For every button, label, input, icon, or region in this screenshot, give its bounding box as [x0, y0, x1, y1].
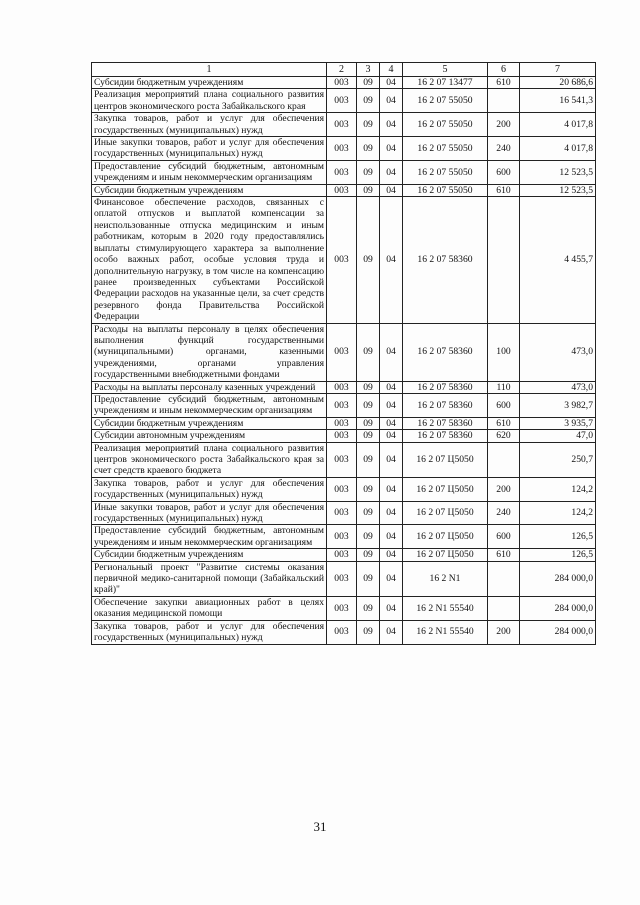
row-name-cell: Обеспечение закупки авиационных работ в целях оказания медицинской помощи: [92, 596, 327, 620]
table-row: [92, 549, 596, 561]
row-name-cell: Расходы на выплаты персоналу в целях обеспечения выполнения функций государственными (муниципальными) органами, казенными учреждениями, органами управления государственными внебюджетными фондами: [92, 323, 327, 381]
table-row: [92, 501, 596, 525]
row-value-cell: [488, 596, 520, 620]
row-value-cell: 3 935,7: [520, 417, 596, 429]
row-value-cell: 610: [488, 549, 520, 561]
row-value-cell: 284 000,0: [520, 561, 596, 596]
row-value-cell: 16 541,3: [520, 89, 596, 113]
row-value-cell: 09: [357, 501, 380, 525]
row-value-cell: 04: [380, 137, 403, 161]
row-name-cell: Закупка товаров, работ и услуг для обеспечения государственных (муниципальных) нужд: [92, 620, 327, 644]
row-value-cell: 16 2 N1: [403, 561, 488, 596]
table-row: [92, 393, 596, 417]
row-value-cell: 09: [357, 184, 380, 196]
row-value-cell: 4 017,8: [520, 137, 596, 161]
row-value-cell: 16 2 07 58360: [403, 197, 488, 323]
row-value-cell: 4 455,7: [520, 197, 596, 323]
row-value-cell: 620: [488, 430, 520, 442]
row-value-cell: 003: [327, 525, 357, 549]
row-value-cell: 09: [357, 77, 380, 89]
row-name-cell: Субсидии бюджетным учреждениям: [92, 417, 327, 429]
row-value-cell: 16 2 07 Ц5050: [403, 525, 488, 549]
row-value-cell: 16 2 07 58360: [403, 393, 488, 417]
row-value-cell: 04: [380, 381, 403, 393]
row-value-cell: 003: [327, 77, 357, 89]
table-row: [92, 113, 596, 137]
row-name-cell: Субсидии бюджетным учреждениям: [92, 549, 327, 561]
row-name-cell: Региональный проект "Развитие системы оказания первичной медико-санитарной помощи (Забайкальский край)": [92, 561, 327, 596]
row-value-cell: 610: [488, 417, 520, 429]
row-name-cell: Закупка товаров, работ и услуг для обеспечения государственных (муниципальных) нужд: [92, 113, 327, 137]
row-value-cell: 09: [357, 137, 380, 161]
row-value-cell: 04: [380, 549, 403, 561]
row-value-cell: 200: [488, 477, 520, 501]
row-value-cell: 003: [327, 160, 357, 184]
table-row: [92, 442, 596, 477]
table-row: [92, 184, 596, 196]
row-value-cell: 16 2 07 55050: [403, 160, 488, 184]
row-value-cell: 003: [327, 596, 357, 620]
row-value-cell: 003: [327, 477, 357, 501]
row-value-cell: 09: [357, 430, 380, 442]
row-value-cell: 09: [357, 323, 380, 381]
row-value-cell: 16 2 07 Ц5050: [403, 442, 488, 477]
row-value-cell: 126,5: [520, 525, 596, 549]
row-value-cell: 04: [380, 89, 403, 113]
table-row: [92, 77, 596, 89]
row-value-cell: 04: [380, 442, 403, 477]
table-row: [92, 477, 596, 501]
row-value-cell: 16 2 07 Ц5050: [403, 477, 488, 501]
table-row: [92, 620, 596, 644]
row-value-cell: 09: [357, 381, 380, 393]
row-value-cell: 240: [488, 137, 520, 161]
row-value-cell: 16 2 07 55050: [403, 184, 488, 196]
row-value-cell: 003: [327, 430, 357, 442]
table-row: [92, 137, 596, 161]
budget-table: [91, 62, 596, 645]
table-row: [92, 525, 596, 549]
row-value-cell: 09: [357, 549, 380, 561]
row-value-cell: 003: [327, 89, 357, 113]
row-value-cell: 250,7: [520, 442, 596, 477]
row-value-cell: 126,5: [520, 549, 596, 561]
row-value-cell: 04: [380, 525, 403, 549]
row-value-cell: 16 2 07 13477: [403, 77, 488, 89]
row-value-cell: 04: [380, 417, 403, 429]
row-value-cell: 100: [488, 323, 520, 381]
column-header: 5: [403, 63, 488, 77]
row-value-cell: 200: [488, 113, 520, 137]
table-row: [92, 197, 596, 323]
row-value-cell: 20 686,6: [520, 77, 596, 89]
column-header: 2: [327, 63, 357, 77]
table-body: [92, 77, 596, 645]
row-value-cell: 04: [380, 561, 403, 596]
row-name-cell: Субсидии бюджетным учреждениям: [92, 184, 327, 196]
row-value-cell: 04: [380, 184, 403, 196]
row-value-cell: 04: [380, 430, 403, 442]
row-value-cell: 3 982,7: [520, 393, 596, 417]
table-row: [92, 417, 596, 429]
row-value-cell: 09: [357, 620, 380, 644]
row-value-cell: 09: [357, 113, 380, 137]
row-name-cell: Иные закупки товаров, работ и услуг для обеспечения государственных (муниципальных) нужд: [92, 501, 327, 525]
row-value-cell: 09: [357, 596, 380, 620]
row-value-cell: 003: [327, 561, 357, 596]
row-value-cell: 09: [357, 561, 380, 596]
row-name-cell: Реализация мероприятий плана социального развития центров экономического роста Забайкальского края за счет средств краевого бюджета: [92, 442, 327, 477]
row-value-cell: 610: [488, 184, 520, 196]
row-name-cell: Реализация мероприятий плана социального развития центров экономического роста Забайкальского края: [92, 89, 327, 113]
row-value-cell: 124,2: [520, 477, 596, 501]
row-value-cell: 16 2 N1 55540: [403, 596, 488, 620]
row-value-cell: 003: [327, 620, 357, 644]
column-header: 7: [520, 63, 596, 77]
column-header: 6: [488, 63, 520, 77]
row-value-cell: 04: [380, 477, 403, 501]
row-value-cell: 47,0: [520, 430, 596, 442]
table-row: [92, 596, 596, 620]
row-value-cell: 09: [357, 393, 380, 417]
row-value-cell: 16 2 07 Ц5050: [403, 501, 488, 525]
table-row: [92, 89, 596, 113]
table-header-row: [92, 63, 596, 77]
row-value-cell: 04: [380, 197, 403, 323]
row-value-cell: 003: [327, 323, 357, 381]
row-value-cell: [488, 89, 520, 113]
row-name-cell: Финансовое обеспечение расходов, связанных с оплатой отпусков и выплатой компенсации за неиспользованные отпуска медицинским и иным работникам, которым в 2020 году предоставлялись выплаты стимулирующего характера за выполнение особо важных работ, особые условия труда и дополнительную нагрузку, в том числе на компенсацию ранее произведенных субъектами Российской Федерации расходов на указанные цели, за счет средств резервного фонда Правительства Российской Федерации: [92, 197, 327, 323]
row-value-cell: 003: [327, 137, 357, 161]
row-value-cell: 16 2 07 58360: [403, 381, 488, 393]
row-value-cell: 110: [488, 381, 520, 393]
row-value-cell: 16 2 N1 55540: [403, 620, 488, 644]
row-value-cell: [488, 197, 520, 323]
row-value-cell: 16 2 07 55050: [403, 89, 488, 113]
row-name-cell: Закупка товаров, работ и услуг для обеспечения государственных (муниципальных) нужд: [92, 477, 327, 501]
row-name-cell: Иные закупки товаров, работ и услуг для обеспечения государственных (муниципальных) нужд: [92, 137, 327, 161]
row-value-cell: [488, 442, 520, 477]
row-value-cell: 16 2 07 Ц5050: [403, 549, 488, 561]
row-value-cell: 09: [357, 525, 380, 549]
row-value-cell: 16 2 07 55050: [403, 137, 488, 161]
row-value-cell: 09: [357, 89, 380, 113]
row-value-cell: 200: [488, 620, 520, 644]
row-value-cell: 12 523,5: [520, 160, 596, 184]
row-value-cell: 600: [488, 393, 520, 417]
row-value-cell: 240: [488, 501, 520, 525]
row-value-cell: 284 000,0: [520, 596, 596, 620]
row-value-cell: 003: [327, 442, 357, 477]
row-value-cell: 003: [327, 381, 357, 393]
table-row: [92, 430, 596, 442]
row-value-cell: 003: [327, 393, 357, 417]
row-value-cell: [488, 561, 520, 596]
row-value-cell: 04: [380, 113, 403, 137]
row-value-cell: 4 017,8: [520, 113, 596, 137]
row-value-cell: 16 2 07 55050: [403, 113, 488, 137]
row-value-cell: 09: [357, 197, 380, 323]
row-value-cell: 16 2 07 58360: [403, 323, 488, 381]
row-value-cell: 003: [327, 501, 357, 525]
row-value-cell: 610: [488, 77, 520, 89]
row-value-cell: 04: [380, 501, 403, 525]
column-header: 4: [380, 63, 403, 77]
row-value-cell: 09: [357, 417, 380, 429]
row-value-cell: 04: [380, 393, 403, 417]
row-name-cell: Субсидии бюджетным учреждениям: [92, 77, 327, 89]
row-value-cell: 04: [380, 77, 403, 89]
row-value-cell: 003: [327, 417, 357, 429]
table-row: [92, 381, 596, 393]
row-value-cell: 600: [488, 160, 520, 184]
column-header: 1: [92, 63, 327, 77]
row-value-cell: 09: [357, 160, 380, 184]
row-value-cell: 04: [380, 596, 403, 620]
row-value-cell: 003: [327, 549, 357, 561]
row-value-cell: 600: [488, 525, 520, 549]
row-value-cell: 04: [380, 323, 403, 381]
row-name-cell: Расходы на выплаты персоналу казенных учреждений: [92, 381, 327, 393]
column-header: 3: [357, 63, 380, 77]
row-name-cell: Предоставление субсидий бюджетным, автономным учреждениям и иным некоммерческим организациям: [92, 525, 327, 549]
row-value-cell: 12 523,5: [520, 184, 596, 196]
row-name-cell: Предоставление субсидий бюджетным, автономным учреждениям и иным некоммерческим организациям: [92, 393, 327, 417]
row-value-cell: 16 2 07 58360: [403, 417, 488, 429]
row-value-cell: 04: [380, 620, 403, 644]
row-value-cell: 124,2: [520, 501, 596, 525]
row-value-cell: 16 2 07 58360: [403, 430, 488, 442]
row-value-cell: 003: [327, 197, 357, 323]
table-row: [92, 323, 596, 381]
page-number: 31: [313, 819, 327, 834]
table-row: [92, 561, 596, 596]
table-row: [92, 160, 596, 184]
row-value-cell: 284 000,0: [520, 620, 596, 644]
row-value-cell: 09: [357, 477, 380, 501]
row-name-cell: Предоставление субсидий бюджетным, автономным учреждениям и иным некоммерческим организациям: [92, 160, 327, 184]
row-value-cell: 04: [380, 160, 403, 184]
row-value-cell: 003: [327, 184, 357, 196]
row-value-cell: 473,0: [520, 381, 596, 393]
row-value-cell: 473,0: [520, 323, 596, 381]
row-name-cell: Субсидии автономным учреждениям: [92, 430, 327, 442]
row-value-cell: 09: [357, 442, 380, 477]
row-value-cell: 003: [327, 113, 357, 137]
